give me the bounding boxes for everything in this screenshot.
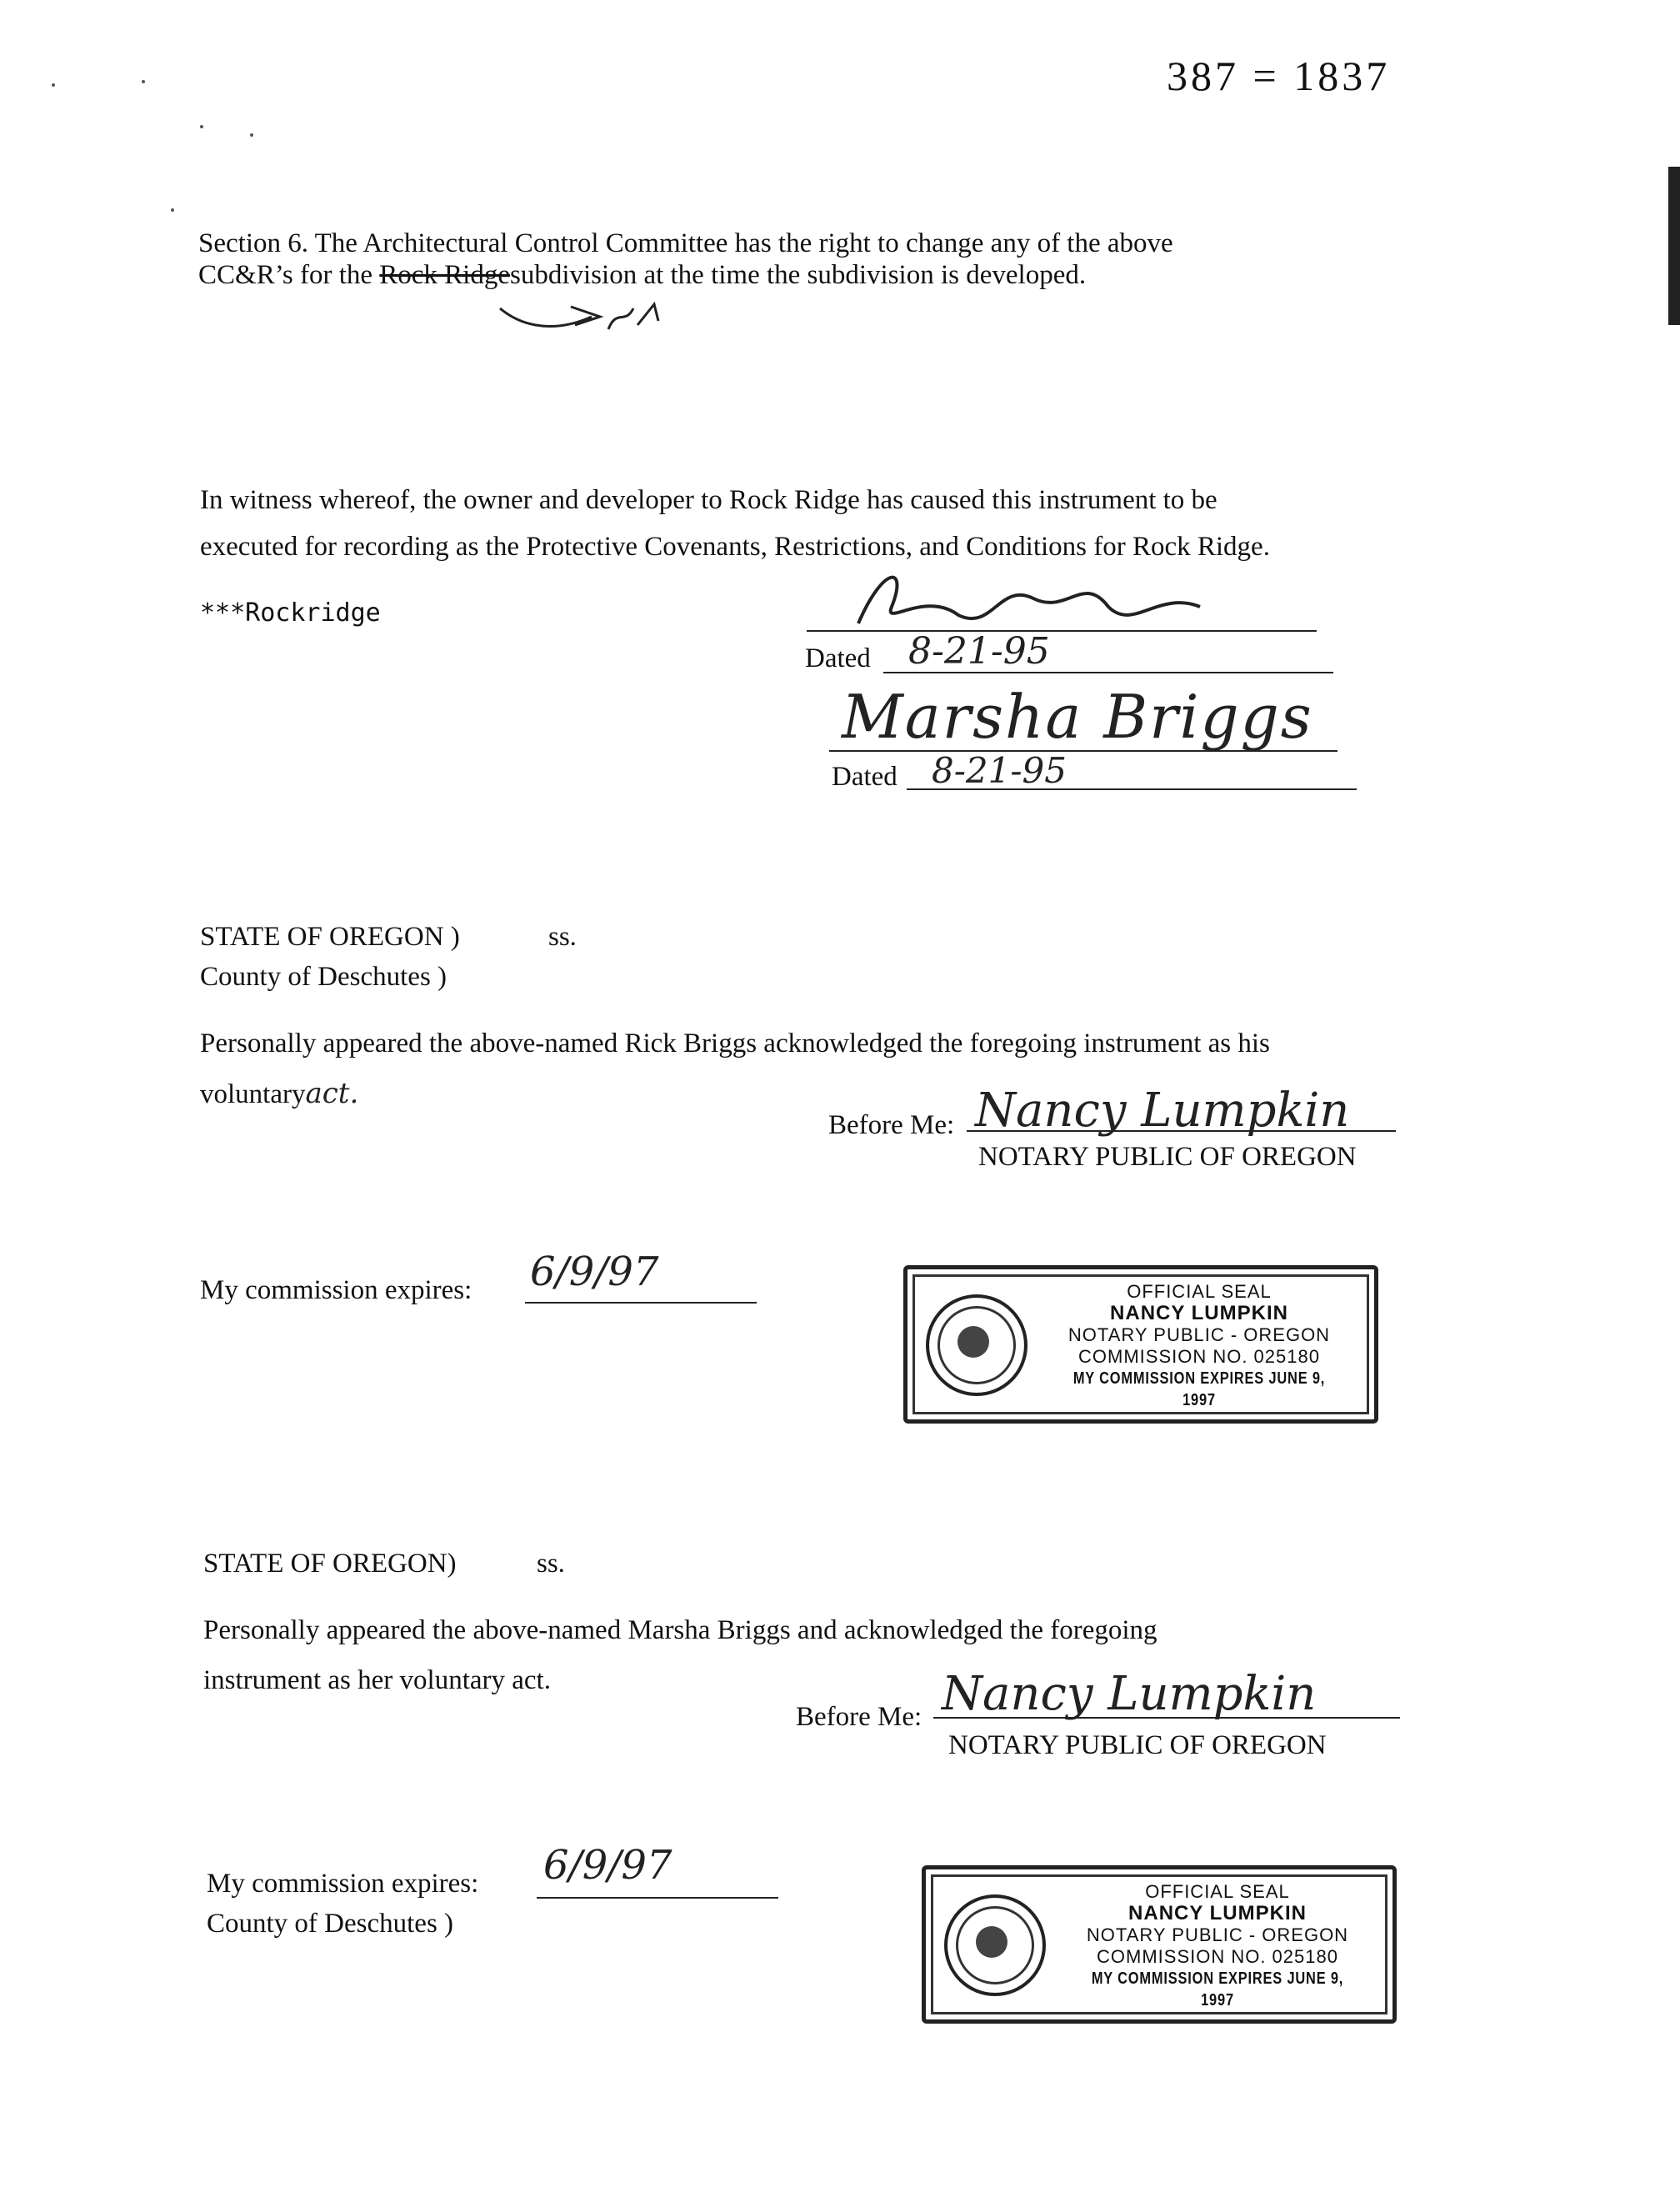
signature-line bbox=[933, 1717, 1400, 1719]
notary-seal bbox=[903, 1265, 1378, 1424]
notary-title: NOTARY PUBLIC OF OREGON bbox=[948, 1730, 1327, 1760]
date-line bbox=[907, 788, 1357, 790]
county-heading: County of Deschutes ) bbox=[207, 1909, 454, 1939]
seal-line: MY COMMISSION EXPIRES JUNE 9, 1997 bbox=[1072, 1369, 1326, 1409]
initials-mark bbox=[492, 292, 675, 342]
seal-line: COMMISSION NO. 025180 bbox=[1078, 1346, 1320, 1367]
scan-speck bbox=[200, 125, 203, 128]
section-label: Section 6. bbox=[198, 228, 308, 258]
seal-line: COMMISSION NO. 025180 bbox=[1097, 1946, 1338, 1967]
struck-text: Rock Ridge bbox=[379, 260, 510, 290]
witness-line2: executed for recording as the Protective Covenants, Restrictions, and Conditions for Rock Ridge. bbox=[200, 532, 1270, 562]
state-heading: STATE OF OREGON ) bbox=[200, 922, 460, 952]
dated-label: Dated bbox=[832, 762, 898, 792]
signature-date: 8-21-95 bbox=[932, 750, 1067, 791]
dated-label: Dated bbox=[805, 643, 871, 673]
owner-signature-mark bbox=[833, 557, 1225, 640]
state-heading: STATE OF OREGON) bbox=[203, 1549, 457, 1579]
scan-edge-artifact bbox=[1668, 167, 1680, 325]
file-tag: ***Rockridge bbox=[200, 598, 381, 628]
before-me-label: Before Me: bbox=[796, 1702, 922, 1732]
section-text: CC&R’s for the bbox=[198, 260, 373, 290]
signature-line bbox=[807, 630, 1317, 632]
before-me-label: Before Me: bbox=[828, 1110, 955, 1140]
witness-line1: In witness whereof, the owner and developer to Rock Ridge has caused this instrument to be bbox=[200, 485, 1218, 515]
date-line bbox=[537, 1897, 778, 1899]
commission-label: My commission expires: bbox=[207, 1869, 479, 1899]
scan-speck bbox=[142, 80, 145, 83]
date-line bbox=[525, 1302, 757, 1304]
signature-line bbox=[829, 750, 1338, 752]
section-text: The Architectural Control Committee has the right to change any of the above bbox=[314, 228, 1173, 258]
ack-line2 bbox=[200, 1073, 358, 1114]
notary-seal bbox=[922, 1865, 1397, 2024]
seal-text bbox=[1051, 1881, 1384, 2011]
recording-number: 387 = 1837 bbox=[1167, 53, 1391, 99]
scan-speck bbox=[52, 83, 55, 87]
scan-speck bbox=[171, 208, 174, 212]
notary-signature: Nancy Lumpkin bbox=[942, 1667, 1317, 1721]
owner-signature-2: Marsha Briggs bbox=[842, 682, 1313, 752]
seal-line: NOTARY PUBLIC - OREGON bbox=[1086, 1924, 1349, 1945]
seal-line: MY COMMISSION EXPIRES JUNE 9, 1997 bbox=[1091, 1969, 1344, 2009]
seal-line: OFFICIAL SEAL bbox=[1127, 1281, 1272, 1302]
date-line bbox=[883, 672, 1333, 673]
signature-date: 8-21-95 bbox=[908, 630, 1050, 673]
ack-line2: instrument as her voluntary act. bbox=[203, 1665, 551, 1695]
commission-date: 6/9/97 bbox=[530, 1249, 659, 1295]
section-text: subdivision at the time the subdivision is developed. bbox=[510, 260, 1087, 290]
ss-mark: ss. bbox=[537, 1549, 565, 1579]
ss-mark: ss. bbox=[548, 922, 577, 952]
seal-line: NANCY LUMPKIN bbox=[1128, 1902, 1307, 1924]
county-heading: County of Deschutes ) bbox=[200, 962, 448, 992]
commission-date: 6/9/97 bbox=[543, 1842, 672, 1889]
state-seal-icon bbox=[926, 1294, 1028, 1396]
ack-line1: Personally appeared the above-named Rick Briggs acknowledged the foregoing instrument as his bbox=[200, 1028, 1270, 1058]
ack-text: voluntary bbox=[200, 1079, 306, 1109]
section6-line2 bbox=[198, 255, 1086, 295]
signature-line bbox=[967, 1130, 1396, 1132]
scan-speck bbox=[250, 133, 253, 137]
notary-title: NOTARY PUBLIC OF OREGON bbox=[978, 1142, 1357, 1172]
seal-line: OFFICIAL SEAL bbox=[1145, 1881, 1290, 1902]
seal-line: NANCY LUMPKIN bbox=[1110, 1302, 1288, 1324]
handwritten-word: act. bbox=[305, 1077, 359, 1110]
notary-signature: Nancy Lumpkin bbox=[975, 1083, 1350, 1138]
seal-line: NOTARY PUBLIC - OREGON bbox=[1068, 1324, 1331, 1345]
commission-label: My commission expires: bbox=[200, 1275, 472, 1305]
ack-line1: Personally appeared the above-named Marsha Briggs and acknowledged the foregoing bbox=[203, 1615, 1158, 1645]
seal-text bbox=[1032, 1281, 1366, 1411]
state-seal-icon bbox=[944, 1894, 1046, 1996]
